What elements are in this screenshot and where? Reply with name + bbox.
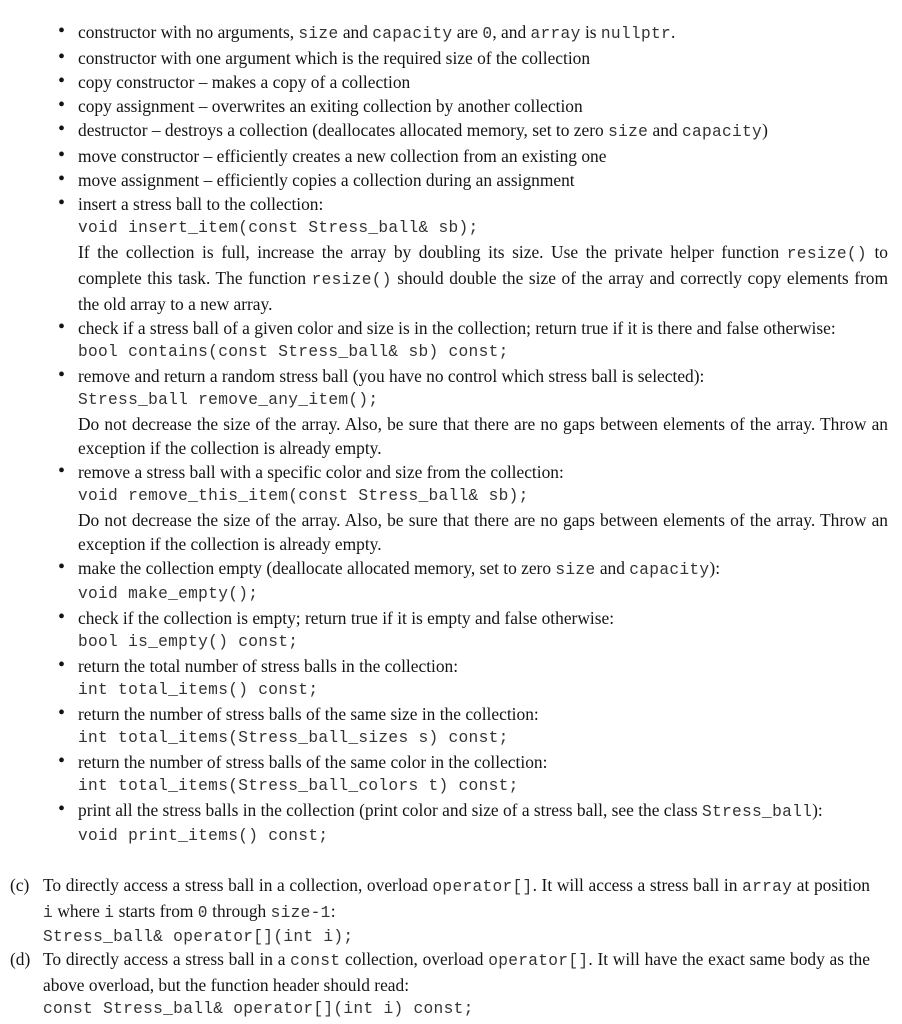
text-run: remove a stress ball with a specific color and size from the collection: <box>78 462 564 482</box>
text-run: to complete this task. The function <box>78 242 888 288</box>
section-d <box>10 947 870 1021</box>
list-item <box>58 20 888 46</box>
list-item <box>58 70 888 94</box>
function-signature: bool is_empty() const; <box>78 633 299 651</box>
text-run: is <box>580 22 601 42</box>
list-item <box>58 94 888 118</box>
list-item <box>58 556 888 606</box>
text-run: If the collection is full, increase the array by doubling its size. Use the private helper function <box>78 242 787 262</box>
text-run: ) <box>762 120 768 140</box>
text-run: make the collection empty (deallocate allocated memory, set to zero <box>78 558 556 578</box>
paragraph <box>78 508 888 556</box>
inline-code: i <box>104 904 115 922</box>
text-run: return the number of stress balls of the same color in the collection: <box>78 752 548 772</box>
text-run: , and <box>492 22 531 42</box>
text-run: Do not decrease the size of the array. Also, be sure that there are no gaps between elements of the array. Throw an exception if the collection is already empty. <box>78 414 888 458</box>
text-run: copy assignment – overwrites an exiting collection by another collection <box>78 96 583 116</box>
text-run: collection, overload <box>340 949 489 969</box>
list-item <box>58 192 888 316</box>
list-item <box>58 460 888 556</box>
list-item <box>58 702 888 750</box>
paragraph <box>43 947 870 997</box>
text-run: should double the size of the array and correctly copy elements from the old array to a new array. <box>78 268 889 314</box>
text-run: are <box>452 22 483 42</box>
function-signature: void insert_item(const Stress_ball& sb); <box>78 219 479 237</box>
text-run: print all the stress balls in the collection (print color and size of a stress ball, see the class <box>78 800 702 820</box>
inline-code: array <box>530 25 581 43</box>
text-run: remove and return a random stress ball (you have no control which stress ball is selected): <box>78 366 705 386</box>
inline-code: size <box>555 561 596 579</box>
list-item <box>58 168 888 192</box>
function-signature: int total_items(Stress_ball_colors t) const; <box>78 777 519 795</box>
function-signature: int total_items() const; <box>78 681 319 699</box>
inline-code: 0 <box>197 904 208 922</box>
text-run: Do not decrease the size of the array. Also, be sure that there are no gaps between elements of the array. Throw an exception if the collection is already empty. <box>78 510 888 554</box>
text-run: ): <box>709 558 721 578</box>
text-run: and <box>648 120 682 140</box>
text-run: return the number of stress balls of the same size in the collection: <box>78 704 539 724</box>
inline-code: array <box>742 878 793 896</box>
list-item <box>58 46 888 70</box>
text-run: at position <box>792 875 871 895</box>
function-signature: const Stress_ball& operator[](int i) const; <box>43 1000 474 1018</box>
text-run: . <box>671 22 676 42</box>
inline-code: i <box>43 904 54 922</box>
inline-code: resize() <box>786 245 867 263</box>
text-run: . It will access a stress ball in <box>532 875 743 895</box>
text-run: and <box>338 22 373 42</box>
paragraph <box>78 412 888 460</box>
text-run: insert a stress ball to the collection: <box>78 194 324 214</box>
text-run: To directly access a stress ball in a <box>43 949 291 969</box>
paragraph <box>43 873 870 925</box>
text-run: : <box>330 901 336 921</box>
function-signature: Stress_ball remove_any_item(); <box>78 391 379 409</box>
inline-code: size <box>298 25 339 43</box>
section-c-label: (c) <box>10 875 30 895</box>
inline-code: operator[] <box>488 952 589 970</box>
function-signature: void make_empty(); <box>78 585 259 603</box>
text-run: . It will have the exact same body as the above overload, but the function header should read: <box>43 949 870 995</box>
inline-code: Stress_ball <box>701 803 813 821</box>
text-run: constructor with one argument which is the required size of the collection <box>78 48 591 68</box>
inline-code: size <box>608 123 649 141</box>
text-run: copy constructor – makes a copy of a collection <box>78 72 411 92</box>
text-run: To directly access a stress ball in a collection, overload <box>43 875 433 895</box>
section-d-label: (d) <box>10 949 31 969</box>
function-signature: bool contains(const Stress_ball& sb) const; <box>78 343 509 361</box>
text-run: check if a stress ball of a given color and size is in the collection; return true if it is there and false otherwise: <box>78 318 836 338</box>
paragraph <box>78 240 888 316</box>
inline-code: capacity <box>372 25 453 43</box>
inline-code: 0 <box>482 25 493 43</box>
inline-code: capacity <box>629 561 710 579</box>
list-item <box>58 316 888 364</box>
text-run: starts from <box>114 901 198 921</box>
function-signature: int total_items(Stress_ball_sizes s) const; <box>78 729 509 747</box>
function-signature: Stress_ball& operator[](int i); <box>43 928 354 946</box>
list-item <box>58 144 888 168</box>
section-c-body <box>43 873 870 949</box>
list-item <box>58 118 888 144</box>
text-run: ): <box>812 800 823 820</box>
text-run: destructor – destroys a collection (deallocates allocated memory, set to zero <box>78 120 609 140</box>
inline-code: size-1 <box>270 904 331 922</box>
member-function-list <box>58 20 888 848</box>
inline-code: operator[] <box>432 878 533 896</box>
text-run: move assignment – efficiently copies a collection during an assignment <box>78 170 575 190</box>
inline-code: nullptr <box>600 25 671 43</box>
section-d-body <box>43 947 870 1021</box>
list-item <box>58 798 888 848</box>
text-run: constructor with no arguments, <box>78 22 299 42</box>
text-run: through <box>207 901 271 921</box>
text-run: where <box>53 901 105 921</box>
text-run: move constructor – efficiently creates a new collection from an existing one <box>78 146 607 166</box>
list-item <box>58 750 888 798</box>
inline-code: const <box>290 952 341 970</box>
function-signature: void print_items() const; <box>78 827 329 845</box>
function-signature: void remove_this_item(const Stress_ball& sb); <box>78 487 529 505</box>
section-c <box>10 873 870 949</box>
text-run: return the total number of stress balls in the collection: <box>78 656 459 676</box>
inline-code: capacity <box>681 123 763 141</box>
list-item <box>58 364 888 460</box>
inline-code: resize() <box>311 271 392 289</box>
text-run: and <box>595 558 630 578</box>
list-item <box>58 654 888 702</box>
list-item <box>58 606 888 654</box>
paragraph <box>78 316 888 340</box>
text-run: check if the collection is empty; return true if it is empty and false otherwise: <box>78 608 615 628</box>
